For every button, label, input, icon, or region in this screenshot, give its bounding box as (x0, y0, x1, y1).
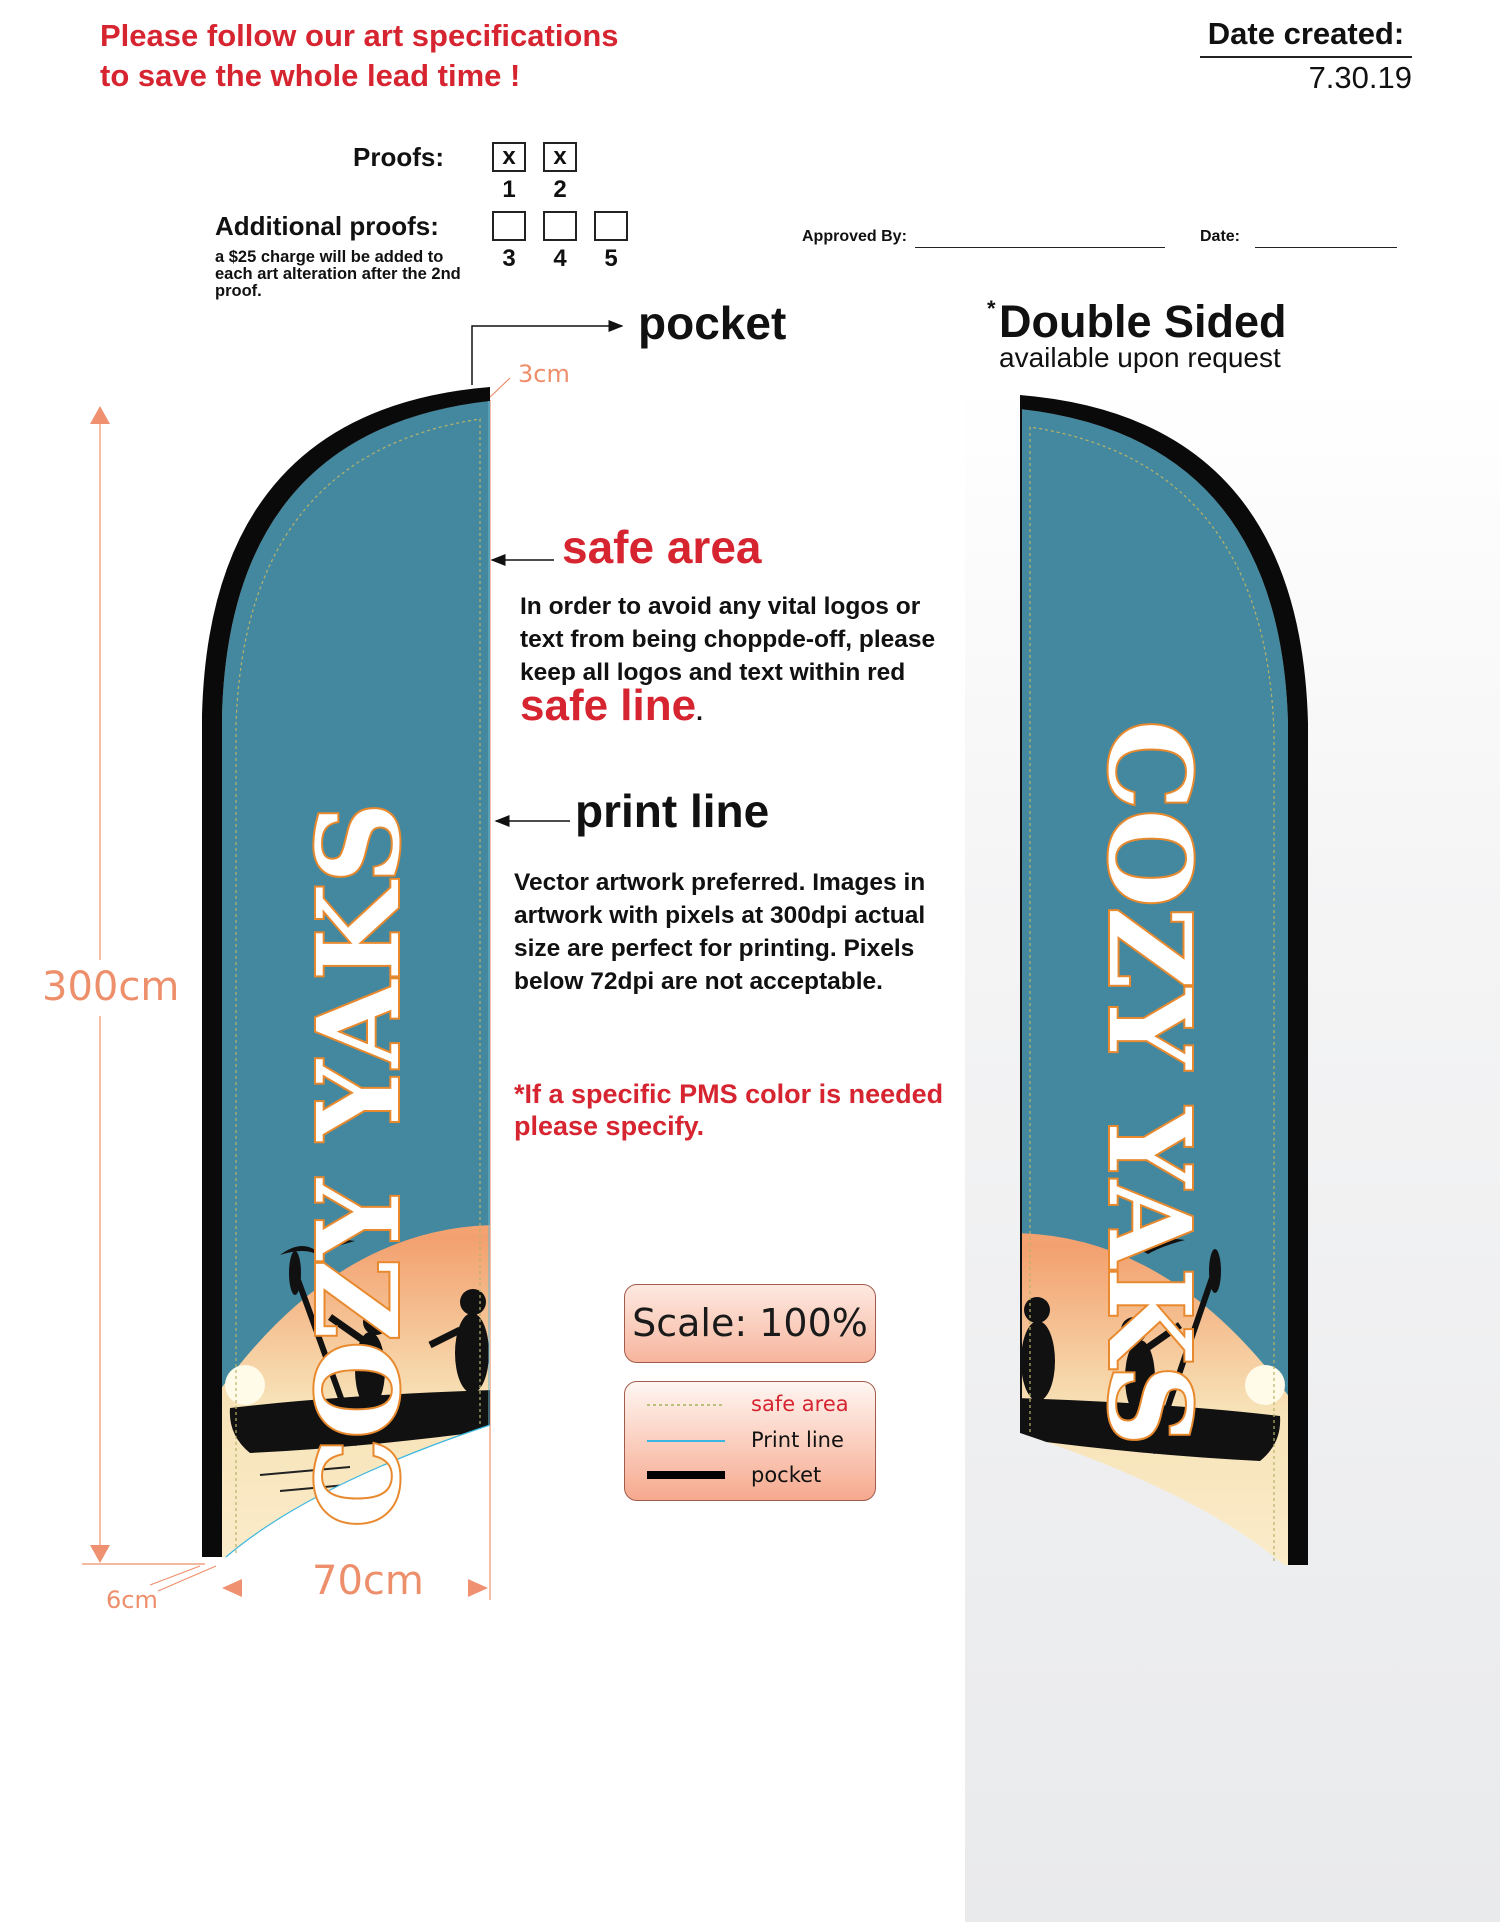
width-arrow-right-icon (468, 1579, 488, 1597)
notice-line-2: to save the whole lead time ! (100, 58, 521, 93)
proof-number-3: 3 (502, 245, 516, 272)
height-dimension-label: 300cm (42, 964, 180, 1010)
safe-line-highlight: safe line (520, 681, 697, 730)
date-created-value: 7.30.19 (1308, 60, 1412, 95)
height-arrow-top-icon (90, 406, 110, 424)
print-line-description: Vector artwork preferred. Images in artwork with pixels at 300dpi actual size are perfect for printing. Pixels below 72dpi are not acceptable. (514, 869, 926, 995)
proof-checkbox-1[interactable]: x (492, 142, 526, 172)
safe-area-end: . (696, 699, 703, 726)
additional-proofs-label: Additional proofs: (215, 211, 439, 241)
pocket-dimension-label: 3cm (518, 360, 570, 388)
flag-front-text: COZY YAKS (294, 802, 425, 1528)
approved-by-label: Approved By: (802, 228, 907, 245)
pms-color-note: *If a specific PMS color is needed please specify. (514, 1079, 944, 1141)
safe-area-text: In order to avoid any vital logos or text from being choppde-off, please keep all logos and text within red (520, 593, 936, 686)
legend-pocket-label: pocket (751, 1463, 822, 1487)
approval-date-label: Date: (1200, 228, 1241, 245)
sun-icon (225, 1365, 265, 1405)
double-sided-asterisk: * (987, 296, 996, 321)
legend-safe-area-label: safe area (751, 1392, 849, 1416)
notice-line-1: Please follow our art specifications (100, 18, 619, 53)
safe-area-title: safe area (562, 521, 762, 573)
double-sided-title: Double Sided (999, 296, 1287, 347)
double-sided-subtitle: available upon request (999, 342, 1281, 373)
height-arrow-bottom-icon (90, 1545, 110, 1563)
additional-proofs-charge-note: a $25 charge will be added to each art alteration after the 2nd proof. (215, 248, 461, 300)
flag-back-text: COZY YAKS (1083, 720, 1214, 1446)
pole-dimension-label: 6cm (106, 1586, 158, 1614)
proof-checkbox-2[interactable]: x (543, 142, 577, 172)
flag-front (190, 385, 500, 1570)
proof-number-2: 2 (553, 176, 567, 203)
legend-print-line-label: Print line (751, 1428, 844, 1452)
width-dimension-label: 70cm (312, 1558, 424, 1604)
date-created-label: Date created: (1200, 16, 1412, 58)
scale-badge: Scale: 100% (624, 1284, 876, 1363)
proof-number-1: 1 (502, 176, 516, 203)
proof-number-5: 5 (604, 245, 618, 272)
proof-number-4: 4 (553, 245, 567, 272)
print-line-title: print line (575, 785, 770, 837)
width-arrow-left-icon (222, 1579, 242, 1597)
sun-icon-back (1245, 1365, 1285, 1405)
proofs-label: Proofs: (353, 142, 444, 172)
flag-back (1010, 393, 1320, 1578)
pocket-label: pocket (638, 297, 787, 349)
